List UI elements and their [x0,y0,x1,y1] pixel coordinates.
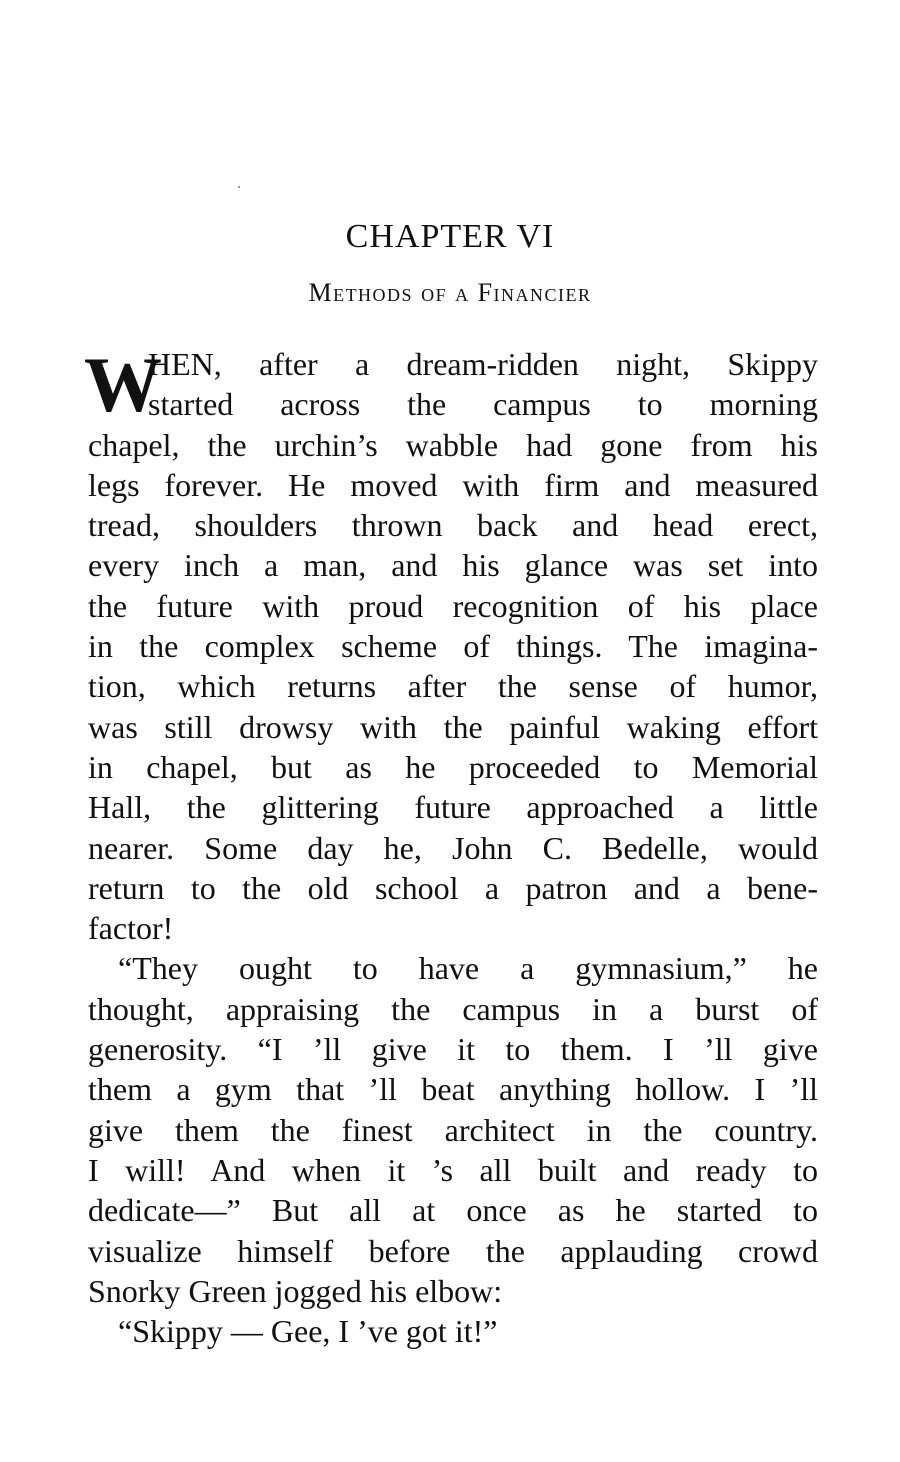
text-line: in chapel, but as he proceeded to Memorial [88,748,818,785]
text-line: chapel, the urchin’s wabble had gone from his [88,426,818,463]
text-line: give them the finest architect in the country. [88,1111,818,1148]
body-text [84,341,818,1351]
text-line: them a gym that ’ll beat anything hollow. I ’ll [88,1071,818,1108]
text-line: return to the old school a patron and a bene- [88,869,818,906]
text-line: started across the campus to morning [148,386,818,423]
text-line: “They ought to have a gymnasium,” he [118,950,818,987]
text-line: dedicate—” But all at once as he started to [88,1192,818,1229]
text-line: every inch a man, and his glance was set into [88,547,818,584]
text-line: legs forever. He moved with firm and measured [88,466,818,503]
text-line: visualize himself before the applauding crowd [88,1232,818,1269]
text-line: I will! And when it ’s all built and ready to [88,1151,818,1188]
drop-cap: W [84,341,162,428]
chapter-title: Methods of a Financier [308,278,592,307]
scan-speck [238,186,240,188]
text-line: was still drowsy with the painful waking effort [88,708,818,745]
text-line: Hall, the glittering future approached a little [88,789,818,826]
text-line: “Skippy — Gee, I ’ve got it!” [118,1313,498,1350]
text-line: tread, shoulders thrown back and head erect, [88,507,818,544]
text-line: the future with proud recognition of his place [88,587,818,624]
text-line: Snorky Green jogged his elbow: [88,1272,503,1309]
text-line: in the complex scheme of things. The imagina- [88,628,818,665]
text-line: nearer. Some day he, John C. Bedelle, would [88,829,818,866]
text-line: thought, appraising the campus in a burst of [88,990,818,1027]
text-line: factor! [88,910,174,947]
text-line: tion, which returns after the sense of humor, [88,668,818,705]
text-line: HEN, after a dream-ridden night, Skippy [148,346,818,382]
chapter-heading: CHAPTER VI [345,218,555,255]
text-line: generosity. “I ’ll give it to them. I ’ll give [88,1031,818,1068]
